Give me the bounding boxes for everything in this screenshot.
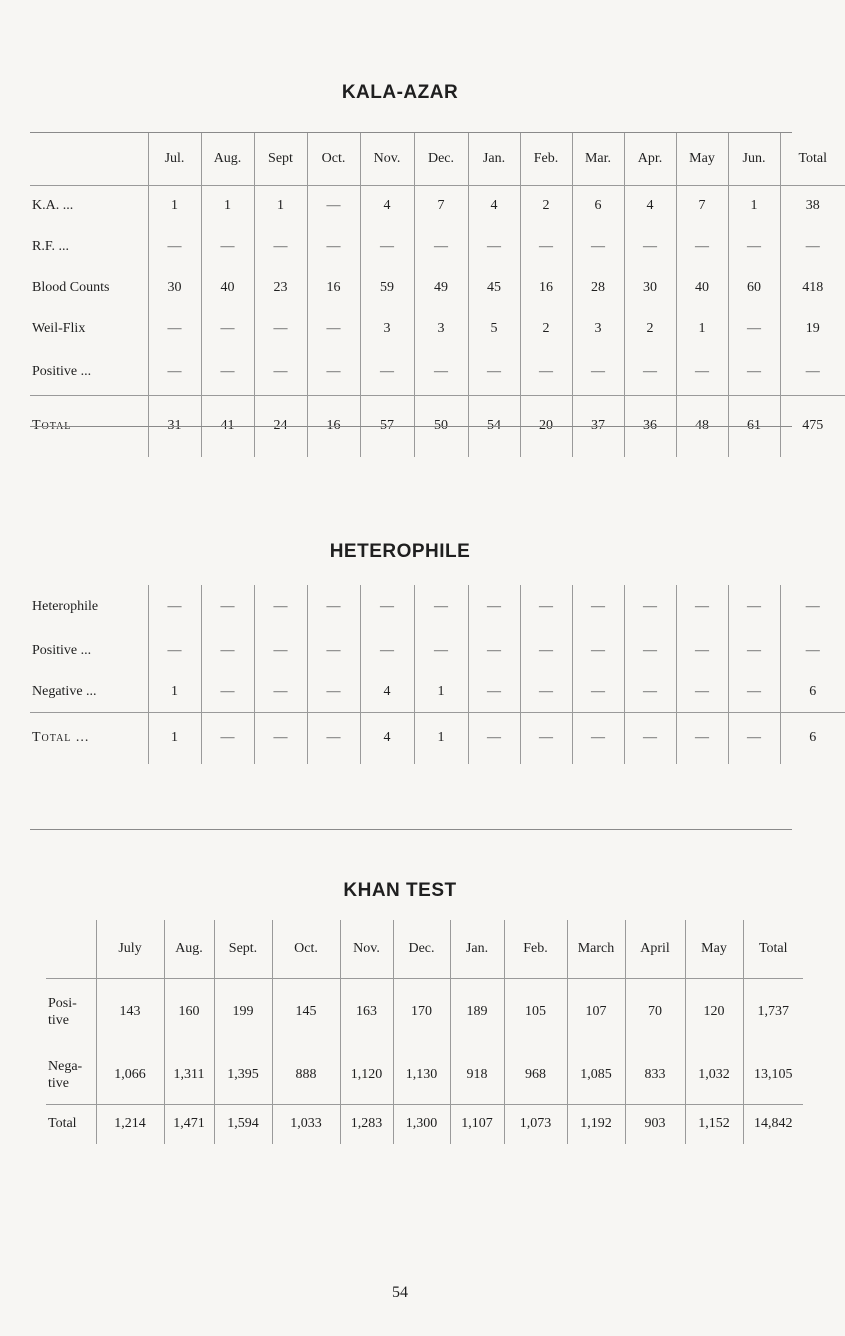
row-label: K.A. ...: [30, 185, 148, 226]
table-cell: —: [254, 585, 307, 629]
total-cell: 57: [360, 395, 414, 457]
row-label: Posi- tive: [46, 978, 96, 1046]
page-number: 54: [392, 1284, 408, 1301]
table-cell: —: [254, 349, 307, 395]
row-label: Negative ...: [30, 672, 148, 712]
table-cell: —: [520, 629, 572, 672]
table-cell: 5: [468, 308, 520, 349]
table-cell: 7: [414, 185, 468, 226]
total-cell: —: [624, 712, 676, 764]
table-cell: 45: [468, 267, 520, 308]
total-cell: 1,471: [164, 1104, 214, 1144]
total-cell: 14,842: [754, 1116, 793, 1132]
total-cell: 24: [254, 395, 307, 457]
table-cell: —: [201, 308, 254, 349]
table-cell: —: [307, 308, 360, 349]
row-label: Positive ...: [30, 629, 148, 672]
table-cell: 3: [414, 308, 468, 349]
row-label: Positive ...: [30, 349, 148, 395]
table-cell: 2: [624, 308, 676, 349]
table-row: [46, 978, 803, 1046]
table-row: [30, 629, 845, 672]
row-label: R.F. ...: [30, 226, 148, 267]
table-cell: —: [360, 585, 414, 629]
total-cell: —: [307, 712, 360, 764]
total-cell: 48: [676, 395, 728, 457]
table-cell: 2: [520, 185, 572, 226]
table-cell: 40: [201, 267, 254, 308]
table-row: [30, 226, 845, 267]
total-cell: 1,192: [567, 1104, 625, 1144]
total-cell: 475: [802, 418, 824, 434]
total-cell: 61: [728, 395, 780, 457]
table-cell: —: [307, 585, 360, 629]
table-cell: 1: [728, 185, 780, 226]
total-cell: 41: [201, 395, 254, 457]
table-cell: —: [201, 629, 254, 672]
total-cell: —: [676, 712, 728, 764]
column-header: Apr.: [624, 133, 676, 185]
table-cell: 16: [520, 267, 572, 308]
table-cell: —: [468, 585, 520, 629]
column-header: Oct.: [307, 133, 360, 185]
column-header: Sept.: [214, 920, 272, 978]
table-cell: —: [201, 672, 254, 712]
total-cell: 1,594: [214, 1104, 272, 1144]
table-cell: 49: [414, 267, 468, 308]
table-cell: 1: [148, 185, 201, 226]
table-cell: —: [148, 629, 201, 672]
table-cell: 1,085: [567, 1046, 625, 1104]
khan-test-body: [46, 920, 803, 1144]
table-cell: —: [728, 226, 780, 267]
total-cell: 1: [148, 712, 201, 764]
table-cell: —: [307, 349, 360, 395]
table-row: [30, 267, 845, 308]
table-cell: —: [728, 585, 780, 629]
table-cell: 6: [572, 185, 624, 226]
table-cell: —: [148, 226, 201, 267]
khan-test-title: KHAN TEST: [343, 880, 457, 901]
table-cell: 170: [393, 978, 450, 1046]
table-cell: 30: [148, 267, 201, 308]
table-cell: 7: [676, 185, 728, 226]
total-cell: —: [572, 712, 624, 764]
total-row: [30, 712, 845, 764]
total-cell: 37: [572, 395, 624, 457]
table-cell: —: [676, 226, 728, 267]
column-header: Oct.: [272, 920, 340, 978]
table-cell: —: [572, 672, 624, 712]
table-cell: 1: [254, 185, 307, 226]
column-header: Sept: [254, 133, 307, 185]
table-cell: —: [624, 349, 676, 395]
total-cell: 31: [148, 395, 201, 457]
table-cell: —: [254, 308, 307, 349]
table-cell: 19: [805, 320, 820, 336]
table-cell: —: [676, 585, 728, 629]
table-cell: 4: [360, 672, 414, 712]
total-cell: 16: [307, 395, 360, 457]
table-cell: 418: [802, 279, 824, 295]
table-cell: —: [728, 349, 780, 395]
table-cell: —: [307, 672, 360, 712]
row-label: Weil-Flix: [30, 308, 148, 349]
table-cell: —: [254, 629, 307, 672]
total-row: [46, 1104, 803, 1144]
table-cell: —: [148, 349, 201, 395]
table-row: [30, 308, 845, 349]
table-cell: 4: [624, 185, 676, 226]
table-cell: 107: [567, 978, 625, 1046]
table-cell: —: [468, 629, 520, 672]
column-header: Total: [743, 920, 803, 978]
table-cell: 70: [625, 978, 685, 1046]
total-cell: 1,283: [340, 1104, 393, 1144]
row-label: Heterophile: [30, 585, 148, 629]
total-cell: 36: [624, 395, 676, 457]
total-label: Total ...: [30, 712, 148, 764]
table-cell: 40: [676, 267, 728, 308]
table-cell: 1,395: [214, 1046, 272, 1104]
table-cell: 160: [164, 978, 214, 1046]
table-cell: —: [148, 585, 201, 629]
table-cell: —: [201, 226, 254, 267]
table-cell: —: [805, 642, 820, 658]
table-cell: 38: [805, 197, 820, 213]
column-header: July: [96, 920, 164, 978]
column-header: Nov.: [360, 133, 414, 185]
table-cell: 13,105: [743, 1046, 803, 1104]
table-cell: —: [254, 672, 307, 712]
header-row: [46, 920, 803, 978]
heterophile-table: [30, 585, 845, 764]
table-cell: —: [676, 629, 728, 672]
table-cell: 3: [572, 308, 624, 349]
table-cell: 1,066: [96, 1046, 164, 1104]
table-cell: 59: [360, 267, 414, 308]
column-header: Total: [780, 133, 845, 185]
table-cell: —: [307, 226, 360, 267]
table-row: [30, 585, 845, 629]
column-header: Aug.: [201, 133, 254, 185]
table-cell: —: [572, 629, 624, 672]
table-cell: 189: [450, 978, 504, 1046]
table-cell: —: [201, 585, 254, 629]
kala-azar-bottom-rule: [30, 426, 792, 427]
table-cell: —: [520, 672, 572, 712]
table-row: [30, 349, 845, 395]
table-cell: 2: [520, 308, 572, 349]
table-cell: —: [572, 349, 624, 395]
table-cell: 1,737: [757, 1004, 789, 1020]
table-cell: —: [676, 349, 728, 395]
column-header: Feb.: [504, 920, 567, 978]
header-blank: [30, 133, 148, 185]
table-cell: —: [728, 672, 780, 712]
table-cell: 1,120: [340, 1046, 393, 1104]
table-cell: —: [572, 585, 624, 629]
table-cell: 1: [676, 308, 728, 349]
table-cell: —: [307, 185, 360, 226]
table-cell: —: [414, 226, 468, 267]
header-blank: [46, 920, 96, 978]
column-header: Dec.: [393, 920, 450, 978]
table-cell: —: [307, 629, 360, 672]
table-cell: —: [414, 629, 468, 672]
total-cell: 1,033: [272, 1104, 340, 1144]
table-cell: 6: [780, 672, 845, 712]
total-cell: —: [254, 712, 307, 764]
table-cell: —: [624, 226, 676, 267]
table-cell: —: [520, 349, 572, 395]
total-cell: 1,152: [685, 1104, 743, 1144]
table-cell: —: [254, 226, 307, 267]
table-cell: 1,032: [685, 1046, 743, 1104]
total-cell: 903: [625, 1104, 685, 1144]
table-cell: —: [780, 349, 845, 395]
total-label: Total: [30, 395, 148, 457]
heterophile-bottom-rule: [30, 829, 792, 830]
table-cell: —: [414, 585, 468, 629]
table-cell: —: [414, 349, 468, 395]
table-cell: —: [624, 629, 676, 672]
total-cell: 20: [520, 395, 572, 457]
table-cell: 143: [96, 978, 164, 1046]
table-cell: 968: [504, 1046, 567, 1104]
table-cell: —: [572, 226, 624, 267]
total-cell: —: [201, 712, 254, 764]
total-cell: 1,073: [504, 1104, 567, 1144]
total-cell: 4: [360, 712, 414, 764]
table-cell: 918: [450, 1046, 504, 1104]
column-header: Jan.: [468, 133, 520, 185]
table-cell: —: [805, 238, 820, 254]
table-cell: 1,130: [393, 1046, 450, 1104]
column-header: Dec.: [414, 133, 468, 185]
heterophile-title: HETEROPHILE: [329, 541, 471, 562]
table-cell: 105: [504, 978, 567, 1046]
table-row: [46, 1046, 803, 1104]
table-cell: 4: [360, 185, 414, 226]
column-header: March: [567, 920, 625, 978]
table-cell: 1: [148, 672, 201, 712]
table-cell: —: [624, 585, 676, 629]
table-row: [30, 672, 845, 712]
table-cell: 163: [340, 978, 393, 1046]
column-header: Jun.: [728, 133, 780, 185]
table-cell: —: [676, 672, 728, 712]
total-cell: 1,300: [393, 1104, 450, 1144]
column-header: Nov.: [340, 920, 393, 978]
table-cell: —: [728, 629, 780, 672]
table-row: [30, 185, 845, 226]
table-cell: —: [520, 226, 572, 267]
table-cell: 1,311: [164, 1046, 214, 1104]
kala-azar-body: [30, 133, 845, 457]
table-cell: 120: [685, 978, 743, 1046]
total-cell: —: [728, 712, 780, 764]
column-header: Feb.: [520, 133, 572, 185]
column-header: May: [685, 920, 743, 978]
table-cell: 145: [272, 978, 340, 1046]
table-cell: 199: [214, 978, 272, 1046]
table-cell: —: [360, 226, 414, 267]
table-cell: 888: [272, 1046, 340, 1104]
total-cell: 6: [809, 730, 817, 746]
table-cell: 4: [468, 185, 520, 226]
table-cell: 30: [624, 267, 676, 308]
column-header: Mar.: [572, 133, 624, 185]
table-cell: 1: [201, 185, 254, 226]
column-header: Aug.: [164, 920, 214, 978]
column-header: Jul.: [148, 133, 201, 185]
total-cell: —: [468, 712, 520, 764]
table-cell: —: [728, 308, 780, 349]
total-cell: 1,107: [450, 1104, 504, 1144]
table-cell: 16: [307, 267, 360, 308]
heterophile-body: [30, 585, 845, 764]
column-header: May: [676, 133, 728, 185]
table-cell: —: [360, 629, 414, 672]
table-cell: —: [148, 308, 201, 349]
table-cell: 1: [414, 672, 468, 712]
column-header: Jan.: [450, 920, 504, 978]
table-cell: —: [624, 672, 676, 712]
total-cell: 50: [414, 395, 468, 457]
table-cell: 23: [254, 267, 307, 308]
table-cell: —: [201, 349, 254, 395]
table-cell: 833: [625, 1046, 685, 1104]
total-cell: 54: [468, 395, 520, 457]
table-cell: —: [360, 349, 414, 395]
header-row: [30, 133, 845, 185]
table-cell: —: [468, 226, 520, 267]
total-cell: —: [520, 712, 572, 764]
table-cell: —: [520, 585, 572, 629]
table-cell: 60: [728, 267, 780, 308]
row-label: Nega- tive: [46, 1046, 96, 1104]
khan-test-table: [46, 920, 803, 1144]
table-cell: 3: [360, 308, 414, 349]
row-label: Blood Counts: [30, 267, 148, 308]
table-cell: 28: [572, 267, 624, 308]
total-label: Total: [46, 1104, 96, 1144]
kala-azar-title: KALA-AZAR: [341, 82, 459, 103]
column-header: April: [625, 920, 685, 978]
total-cell: 1: [414, 712, 468, 764]
total-cell: 1,214: [96, 1104, 164, 1144]
table-cell: —: [468, 672, 520, 712]
table-cell: —: [805, 599, 820, 614]
kala-azar-table: [30, 133, 845, 457]
table-cell: —: [468, 349, 520, 395]
